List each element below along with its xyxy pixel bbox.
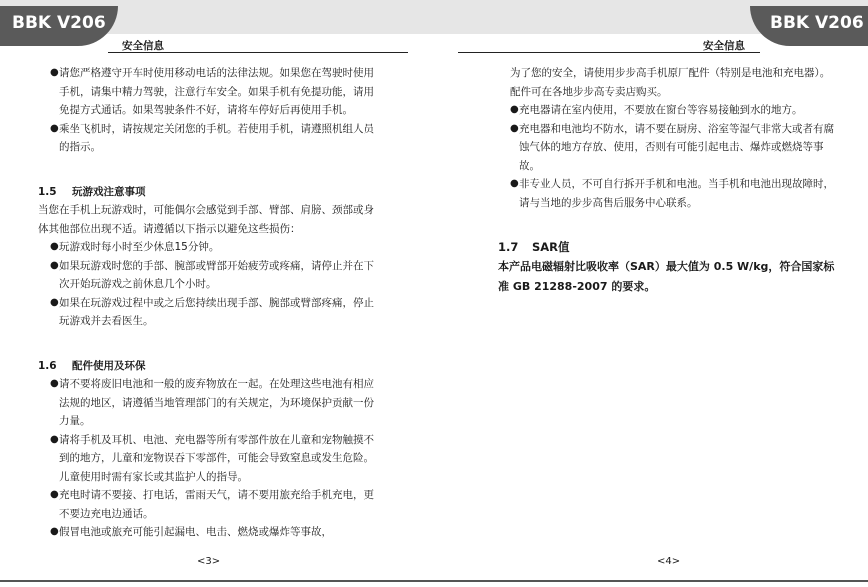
- left-page-content: [38, 64, 378, 542]
- list-item: ● 充电器和电池均不防水，请不要在厨房、浴室等湿气非常大或者有腐蚀气体的地方存放、使用，否则有可能引起电击、爆炸或燃烧等事故。: [498, 120, 838, 176]
- continuation-text: 为了您的安全，请使用步步高手机原厂配件（特别是电池和充电器）。配件可在各地步步高专卖店购买。: [510, 67, 831, 98]
- footer-rule: [0, 580, 868, 582]
- list-item: ● 如果在玩游戏过程中或之后您持续出现手部、腕部或臂部疼痛，停止玩游戏并去看医生。: [38, 294, 378, 331]
- list-item: ● 如果玩游戏时您的手部、腕部或臂部开始疲劳或疼痛，请停止并在下次开始玩游戏之前休息几个小时。: [38, 257, 378, 294]
- right-page-content: [498, 64, 838, 297]
- section-heading-1-5: 1.5 玩游戏注意事项: [38, 185, 146, 198]
- list-item: ● 充电器请在室内使用，不要放在窗台等容易接触到水的地方。: [498, 101, 838, 120]
- list-item: ● 请不要将废旧电池和一般的废弃物放在一起。在处理这些电池有相应法规的地区，请遵循当地管理部门的有关规定，为环境保护贡献一份力量。: [38, 375, 378, 431]
- list-item: ● 请将手机及耳机、电池、充电器等所有零部件放在儿童和宠物触摸不到的地方，儿童和宠物误吞下零部件，可能会导致窒息或发生危险。儿童使用时需有家长或其监护人的指导。: [38, 431, 378, 487]
- header-rule-left: [108, 52, 408, 53]
- sar-statement: 本产品电磁辐射比吸收率（SAR）最大值为 0.5 W/kg，符合国家标准 GB 21288-2007 的要求。: [498, 259, 835, 293]
- page-number-left: <3>: [197, 556, 221, 567]
- list-item: ● 充电时请不要接、打电话，雷雨天气，请不要用旅充给手机充电，更不要边充电边通话。: [38, 486, 378, 523]
- bullet-icon: ●: [510, 178, 519, 189]
- bullet-icon: ●: [50, 296, 59, 308]
- section-title-right: 安全信息: [703, 40, 745, 52]
- bullet-icon: ●: [50, 259, 59, 271]
- brand-logo-right: BBK V206: [750, 6, 868, 46]
- section-title-left: 安全信息: [122, 40, 164, 52]
- bullet-icon: ●: [50, 489, 59, 500]
- list-item: ● 假冒电池或旅充可能引起漏电、电击、燃烧或爆炸等事故，: [38, 523, 378, 542]
- list-item: ● 乘坐飞机时，请按规定关闭您的手机。若使用手机，请遵照机组人员的指示。: [38, 120, 378, 157]
- bullet-icon: ●: [50, 433, 59, 445]
- section-heading-1-7: 1.7 SAR值: [498, 240, 570, 254]
- page-number-right: <4>: [657, 556, 681, 567]
- header-bar: [0, 0, 868, 34]
- bullet-icon: ●: [50, 526, 59, 537]
- list-item: ● 非专业人员，不可自行拆开手机和电池。当手机和电池出现故障时，请与当地的步步高售后服务中心联系。: [498, 175, 838, 212]
- section-heading-1-6: 1.6 配件使用及环保: [38, 359, 146, 372]
- bullet-icon: ●: [510, 104, 519, 115]
- bullet-icon: ●: [50, 122, 59, 134]
- bullet-icon: ●: [50, 378, 59, 389]
- list-item: ● 请您严格遵守开车时使用移动电话的法律法规。如果您在驾驶时使用手机，请集中精力驾驶，注意行车安全。如果手机有免提功能，请用免提方式通话。如果驾驶条件不好，请将车停好后再使用手机。: [38, 64, 378, 120]
- bullet-icon: ●: [510, 122, 519, 134]
- section-intro: 当您在手机上玩游戏时，可能偶尔会感觉到手部、臂部、肩膀、颈部或身体其他部位出现不适。请遵循以下指示以避免这些损伤：: [38, 204, 374, 235]
- list-item: ● 玩游戏时每小时至少休息15分钟。: [38, 238, 378, 257]
- header-rule-right: [458, 52, 760, 53]
- bullet-icon: ●: [50, 241, 59, 252]
- brand-logo-left: BBK V206: [0, 6, 118, 46]
- bullet-icon: ●: [50, 67, 59, 78]
